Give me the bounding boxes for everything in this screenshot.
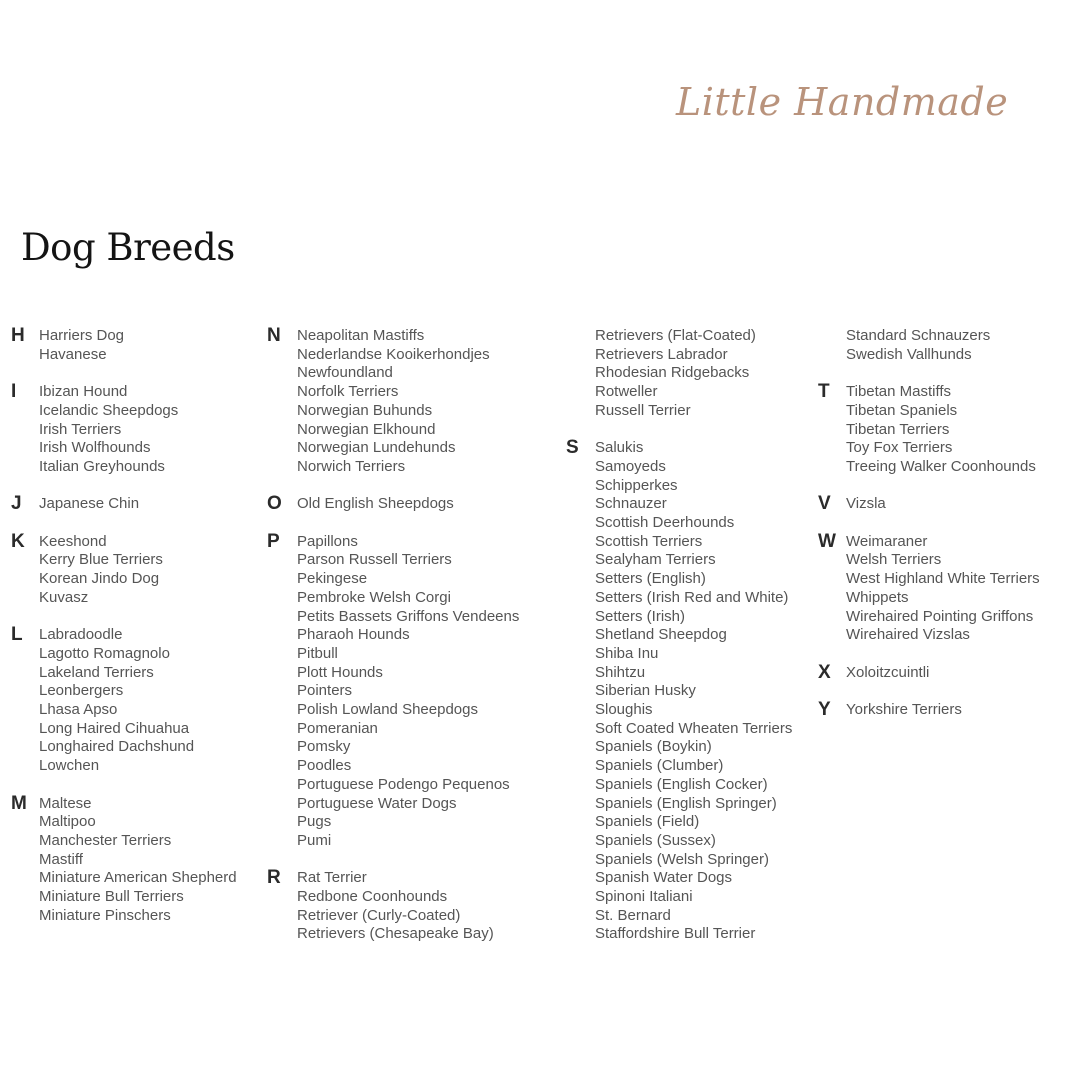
letter-group-o xyxy=(267,495,557,514)
section-letter: I xyxy=(11,381,17,403)
section-letter: T xyxy=(818,381,830,403)
breed-entry: Scottish Terriers xyxy=(595,532,703,550)
breed-entry: Norwegian Lundehunds xyxy=(297,439,456,457)
breed-entry: Spanish Water Dogs xyxy=(595,869,733,887)
breed-entry: Maltese xyxy=(39,794,92,812)
breed-entry: Petits Bassets Griffons Vendeens xyxy=(297,607,520,625)
breed-entry: Wirehaired Pointing Griffons xyxy=(846,607,1034,625)
breed-column-4 xyxy=(818,327,1068,738)
breed-list xyxy=(267,869,557,944)
breed-entry: Siberian Husky xyxy=(595,682,696,700)
breed-entry: Welsh Terriers xyxy=(846,551,942,569)
breed-list xyxy=(818,495,1068,514)
letter-group-v xyxy=(818,495,1068,514)
breed-entry: Redbone Coonhounds xyxy=(297,888,448,906)
breed-entry: Schipperkes xyxy=(595,476,678,494)
breed-entry: Norwegian Elkhound xyxy=(297,420,436,438)
breed-entry: Lhasa Apso xyxy=(39,701,118,718)
letter-group-n xyxy=(267,327,557,477)
letter-group-h xyxy=(11,327,261,364)
breed-entry: Shetland Sheepdog xyxy=(595,626,727,644)
breed-entry: Portuguese Podengo Pequenos xyxy=(297,775,510,793)
breed-entry: Spaniels (English Springer) xyxy=(595,794,777,812)
breed-entry: Pointers xyxy=(297,682,353,700)
section-letter: O xyxy=(267,493,282,515)
breed-list xyxy=(11,383,261,477)
breed-entry: Yorkshire Terriers xyxy=(846,700,962,718)
breed-entry: Keeshond xyxy=(39,532,107,550)
breed-entry: Italian Greyhounds xyxy=(39,457,165,475)
breed-entry: Lakeland Terriers xyxy=(39,663,154,681)
breed-entry: Toy Fox Terriers xyxy=(846,439,953,457)
breed-column-3 xyxy=(566,327,814,963)
breed-list xyxy=(818,383,1068,477)
breed-entry: Pomsky xyxy=(297,738,351,756)
breed-entry: Spaniels (Clumber) xyxy=(595,757,724,775)
breed-list xyxy=(818,661,1068,683)
letter-group-t xyxy=(818,383,1068,477)
breed-entry: Setters (Irish Red and White) xyxy=(595,588,789,606)
letter-group-s xyxy=(566,439,814,944)
breed-entry: Kerry Blue Terriers xyxy=(39,551,163,569)
breed-entry: Xoloitzcuintli xyxy=(846,663,930,681)
breed-entry: Portuguese Water Dogs xyxy=(297,794,457,812)
breed-entry: Miniature Bull Terriers xyxy=(39,888,184,906)
letter-group-r xyxy=(267,869,557,944)
section-letter: R xyxy=(267,867,281,889)
breed-entry: Korean Jindo Dog xyxy=(39,570,160,588)
breed-entry: Treeing Walker Coonhounds xyxy=(846,457,1036,475)
breed-entry: Pugs xyxy=(297,813,332,831)
breed-entry: Kuvasz xyxy=(39,588,89,606)
breed-entry: Scottish Deerhounds xyxy=(595,514,735,532)
breed-entry: Irish Wolfhounds xyxy=(39,439,151,457)
breed-entry: Polish Lowland Sheepdogs xyxy=(297,701,478,719)
breed-entry: Swedish Vallhunds xyxy=(846,345,972,363)
breed-entry: Rotweller xyxy=(595,383,658,401)
section-letter: X xyxy=(818,661,831,683)
breed-entry: Pharaoh Hounds xyxy=(297,626,410,644)
breed-entry: Pitbull xyxy=(297,644,338,662)
breed-entry: Retriever (Curly-Coated) xyxy=(297,906,461,924)
breed-entry: Icelandic Sheepdogs xyxy=(39,401,179,419)
breed-list xyxy=(818,327,1068,364)
breed-entry: Spaniels (Boykin) xyxy=(595,738,712,756)
letter-group-p xyxy=(267,530,557,851)
breed-entry: Weimaraner xyxy=(846,532,928,550)
breed-list xyxy=(267,530,557,851)
section-letter: L xyxy=(11,624,23,646)
letter-group-k xyxy=(11,530,261,608)
breed-entry: Spaniels (Sussex) xyxy=(595,831,716,849)
letter-group-x xyxy=(818,661,1068,683)
breed-entry: Pumi xyxy=(297,831,332,849)
breed-entry: Salukis xyxy=(595,439,644,457)
section-letter: K xyxy=(11,530,25,552)
breed-entry: Pembroke Welsh Corgi xyxy=(297,588,451,606)
letter-group-y xyxy=(818,698,1068,720)
breed-entry: Retrievers Labrador xyxy=(595,345,728,363)
breed-entry: Setters (English) xyxy=(595,570,706,588)
breed-entry: Shiba Inu xyxy=(595,644,659,662)
breed-entry: Shihtzu xyxy=(595,663,646,681)
breed-list xyxy=(11,530,261,608)
section-letter: P xyxy=(267,530,280,552)
breed-column-1 xyxy=(11,327,261,944)
letter-group-continued xyxy=(818,327,1068,364)
section-letter: N xyxy=(267,325,281,346)
breed-entry: Samoyeds xyxy=(595,457,666,475)
breed-entry: Long Haired Cihuahua xyxy=(39,719,190,737)
breed-entry: Old English Sheepdogs xyxy=(297,495,454,513)
breed-entry: Miniature American Shepherd xyxy=(39,869,237,887)
breed-list xyxy=(267,495,557,514)
section-letter: W xyxy=(818,530,836,552)
breed-entry: Ibizan Hound xyxy=(39,383,128,401)
letter-group-w xyxy=(818,530,1068,645)
breed-entry: Norfolk Terriers xyxy=(297,383,399,401)
letter-group-continued xyxy=(566,327,814,421)
breed-entry: Parson Russell Terriers xyxy=(297,551,452,569)
breed-list xyxy=(11,327,261,364)
breed-entry: Manchester Terriers xyxy=(39,831,172,849)
page-title: Dog Breeds xyxy=(21,226,235,269)
breed-entry: Spinoni Italiani xyxy=(595,888,693,906)
breed-list xyxy=(566,439,814,944)
breed-entry: Vizsla xyxy=(846,495,886,513)
breed-entry: Spaniels (Field) xyxy=(595,813,700,831)
breed-entry: Norwich Terriers xyxy=(297,457,406,475)
letter-group-i xyxy=(11,383,261,477)
breed-list xyxy=(11,495,261,514)
breed-entry: Tibetan Spaniels xyxy=(846,401,958,419)
breed-entry: Whippets xyxy=(846,588,909,606)
breed-entry: Longhaired Dachshund xyxy=(39,738,195,756)
breed-entry: Tibetan Mastiffs xyxy=(846,383,952,401)
breed-entry: Setters (Irish) xyxy=(595,607,686,625)
breed-entry: Retrievers (Flat-Coated) xyxy=(595,327,756,344)
breed-entry: Papillons xyxy=(297,532,358,550)
breed-entry: Rat Terrier xyxy=(297,869,367,887)
breed-entry: Wirehaired Vizslas xyxy=(846,626,970,644)
breed-column-2 xyxy=(267,327,557,963)
breed-entry: Soft Coated Wheaten Terriers xyxy=(595,719,793,737)
breed-entry: Staffordshire Bull Terrier xyxy=(595,925,756,943)
letter-group-j xyxy=(11,495,261,514)
breed-entry: Newfoundland xyxy=(297,364,393,382)
breed-entry: Pekingese xyxy=(297,570,368,588)
letter-group-l xyxy=(11,626,261,776)
section-letter: V xyxy=(818,493,831,515)
brand-logo: Little Handmade xyxy=(676,80,1009,124)
breed-entry: Rhodesian Ridgebacks xyxy=(595,364,750,382)
breed-entry: Pomeranian xyxy=(297,719,378,737)
breed-entry: Leonbergers xyxy=(39,682,124,700)
breed-entry: Plott Hounds xyxy=(297,663,383,681)
breed-entry: Labradoodle xyxy=(39,626,123,644)
breed-entry: Mastiff xyxy=(39,850,83,868)
breed-list xyxy=(818,530,1068,645)
breed-entry: Maltipoo xyxy=(39,813,96,831)
breed-entry: Lagotto Romagnolo xyxy=(39,644,170,662)
breed-entry: Tibetan Terriers xyxy=(846,420,950,438)
breed-entry: St. Bernard xyxy=(595,906,671,924)
breed-list xyxy=(566,327,814,421)
breed-entry: Lowchen xyxy=(39,757,100,775)
section-letter: H xyxy=(11,325,25,346)
breed-entry: Sealyham Terriers xyxy=(595,551,716,569)
breed-list xyxy=(11,626,261,776)
breed-entry: Spaniels (English Cocker) xyxy=(595,775,768,793)
breed-entry: Irish Terriers xyxy=(39,420,122,438)
breed-entry: Nederlandse Kooikerhondjes xyxy=(297,345,490,363)
breed-entry: Spaniels (Welsh Springer) xyxy=(595,850,769,868)
breed-entry: Harriers Dog xyxy=(39,327,125,344)
letter-group-m xyxy=(11,792,261,926)
breed-entry: Miniature Pinschers xyxy=(39,906,171,924)
breed-entry: Japanese Chin xyxy=(39,495,140,513)
breed-entry: Neapolitan Mastiffs xyxy=(297,327,425,344)
section-letter: M xyxy=(11,792,27,814)
breed-entry: Sloughis xyxy=(595,701,653,719)
breed-entry: Retrievers (Chesapeake Bay) xyxy=(297,925,494,943)
breed-entry: Standard Schnauzers xyxy=(846,327,991,344)
breed-list xyxy=(267,327,557,477)
section-letter: Y xyxy=(818,698,831,720)
breed-list xyxy=(11,792,261,926)
breed-entry: Schnauzer xyxy=(595,495,667,513)
breed-entry: West Highland White Terriers xyxy=(846,570,1040,588)
section-letter: S xyxy=(566,437,579,459)
breed-list xyxy=(818,698,1068,720)
section-letter: J xyxy=(11,493,22,515)
breed-entry: Havanese xyxy=(39,345,107,363)
breed-entry: Poodles xyxy=(297,757,352,775)
breed-entry: Russell Terrier xyxy=(595,401,691,419)
breed-entry: Norwegian Buhunds xyxy=(297,401,433,419)
